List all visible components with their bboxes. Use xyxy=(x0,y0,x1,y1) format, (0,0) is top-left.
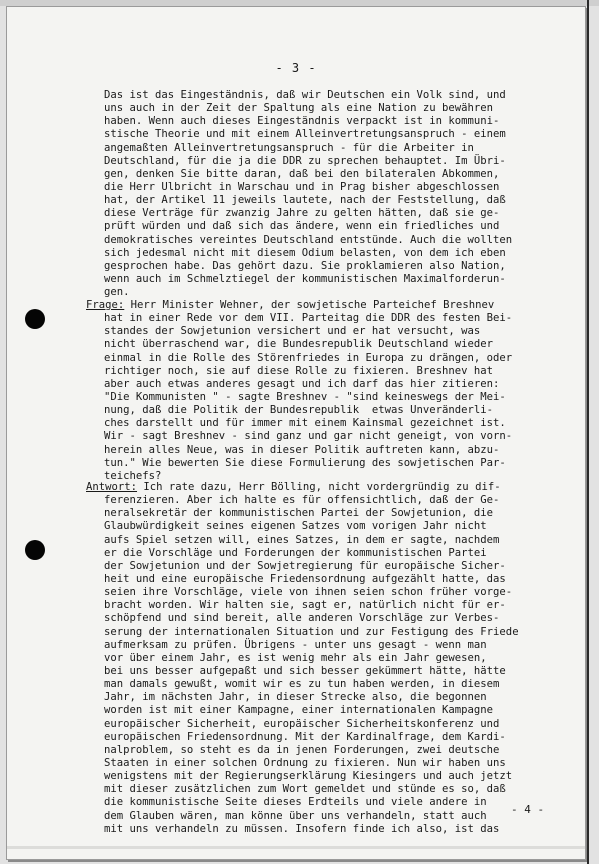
text-line: richtiger noch, sie auf diese Rolle zu fixieren. Breshnev hat xyxy=(104,364,494,377)
text-line: bracht worden. Wir halten sie, sagt er, natürlich nicht für er- xyxy=(104,599,506,612)
text-line: standes der Sowjetunion versichert und er hat versucht, was xyxy=(104,325,481,338)
punch-hole-lower xyxy=(25,540,45,560)
text-line: die kommunistische Seite dieses Erdteils und viele andere in xyxy=(104,796,487,809)
text-line: diese Verträge für zwanzig Jahre zu gelten hätten, daß sie ge- xyxy=(104,207,500,220)
text-line: vor über einem Jahr, es ist wenig mehr als ein Jahr gewesen, xyxy=(104,651,487,664)
question-paragraph xyxy=(86,299,512,483)
answer-continuation xyxy=(86,494,519,836)
text-line: Deutschland, für die ja die DDR zu sprechen behauptet. Im Übri- xyxy=(104,154,506,167)
text-line: hat in einer Rede vor dem VII. Parteitag die DDR des festen Bei- xyxy=(104,312,513,325)
text-line: er die Vorschläge und Forderungen der kommunistischen Partei xyxy=(104,546,487,559)
text-line: ferenzieren. Aber ich halte es für offensichtlich, daß der Ge- xyxy=(104,494,500,507)
text-line: ches darstellt und für immer mit einem Kainsmal gezeichnet ist. xyxy=(104,417,506,430)
question-first-line xyxy=(86,299,512,312)
right-margin-line xyxy=(587,0,589,864)
text-line: man damals gewußt, womit wir es zu tun haben werden, in diesem xyxy=(104,678,500,691)
question-continuation xyxy=(86,312,512,483)
answer-paragraph xyxy=(86,481,519,836)
text-line: seien ihre Vorschläge, viele von ihnen seien schon früher vorge- xyxy=(104,586,513,599)
text-line: demokratisches vereintes Deutschland entstünde. Auch die wollten xyxy=(104,233,513,246)
text-line: uns auch in der Zeit der Spaltung als eine Nation zu bewähren xyxy=(104,102,494,115)
paragraph-intro xyxy=(104,89,512,299)
catchword-next-page: - 4 - xyxy=(511,803,545,816)
text-line: herein alles Neue, was in dieser Politik auftreten kann, abzu- xyxy=(104,443,500,456)
text-line: nicht überraschend war, die Bundesrepublik Deutschland wieder xyxy=(104,338,494,351)
text-line: "Die Kommunisten " - sagte Breshnev - "sind keineswegs der Mei- xyxy=(104,390,506,403)
typewritten-page xyxy=(6,6,586,860)
text-line: Glaubwürdigkeit seines eigenen Satzes vom vorigen Jahr nicht xyxy=(104,520,487,533)
text-line: mit dieser zusätzlichen zum Wort gemeldet und stünde es so, daß xyxy=(104,783,506,796)
text-line: europäischen Friedensordnung. Mit der Kardinalfrage, dem Kardi- xyxy=(104,730,506,743)
answer-first-line xyxy=(86,481,519,494)
text-line: worden ist mit einer Kampagne, einer internationalen Kampagne xyxy=(104,704,494,717)
text-line: dem Glauben wären, man könne über uns verhandeln, statt auch xyxy=(104,809,487,822)
text-line: aufmerksam zu prüfen. Übrigens - unter uns gesagt - wenn man xyxy=(104,638,487,651)
text-line: neralsekretär der kommunistischen Partei der Sowjetunion, die xyxy=(104,507,494,520)
text-line: gesprochen habe. Das gehört dazu. Sie proklamieren also Nation, xyxy=(104,259,506,272)
text-line: serung der internationalen Situation und zur Festigung des Friede xyxy=(104,625,519,638)
question-first-text: Herr Minister Wehner, der sowjetische Parteichef Breshnev xyxy=(124,299,495,311)
page-number: - 3 - xyxy=(275,61,317,75)
text-line: aufs Spiel setzen will, eines Satzes, in dem er sagte, nachdem xyxy=(104,533,500,546)
text-line: wenn auch im Schmelztiegel der kommunistischen Maximalforderun- xyxy=(104,272,506,285)
text-line: gen. xyxy=(104,286,130,299)
answer-first-text: Ich rate dazu, Herr Bölling, nicht vordergründig zu dif- xyxy=(137,481,501,493)
punch-hole-upper xyxy=(25,309,45,329)
text-line: stische Theorie und mit einem Alleinvertretungsanspruch - einem xyxy=(104,128,506,141)
text-line: Das ist das Eingeständnis, daß wir Deutschen ein Volk sind, und xyxy=(104,89,506,101)
text-line: heit und eine europäische Friedensordnung aufgezählt hatte, das xyxy=(104,572,506,585)
text-line: haben. Wenn auch dieses Eingeständnis verpackt ist in kommuni- xyxy=(104,115,500,128)
text-line: sich jedesmal nicht mit diesem Odium belasten, von dem ich eben xyxy=(104,246,506,259)
text-line: Wir - sagt Breshnev - sind ganz und gar nicht geneigt, von vorn- xyxy=(104,430,513,443)
text-line: einmal in die Rolle des Störenfriedes in Europa zu drängen, oder xyxy=(104,351,513,364)
question-label: Frage: xyxy=(86,299,125,311)
text-line: tun." Wie bewerten Sie diese Formulierung des sowjetischen Par- xyxy=(104,456,506,469)
text-line: wenigstens mit der Regierungserklärung Kiesingers und auch jetzt xyxy=(104,770,513,783)
text-line: schöpfend und sind bereit, alle anderen Vorschläge zur Verbes- xyxy=(104,612,500,625)
text-line: die Herr Ulbricht in Warschau und in Prag bisher abgeschlossen xyxy=(104,180,500,193)
text-line: nalproblem, so steht es da in jenen Forderungen, zwei deutsche xyxy=(104,743,500,756)
text-line: teichefs? xyxy=(104,469,162,482)
text-line: Staaten in einer solchen Ordnung zu fixieren. Nun wir haben uns xyxy=(104,756,506,769)
text-line: Jahr, im nächsten Jahr, in dieser Strecke also, die begonnen xyxy=(104,691,487,704)
answer-label: Antwort: xyxy=(86,481,138,493)
text-line: nung, daß die Politik der Bundesrepublik etwas Unveränderli- xyxy=(104,404,494,417)
text-line: der Sowjetunion und der Sowjetregierung für europäische Sicher- xyxy=(104,559,506,572)
text-line: prüft würden und daß sich das ändere, wenn ein friedliches und xyxy=(104,220,500,233)
scan-bottom-rule xyxy=(7,846,585,849)
text-line: europäischer Sicherheit, europäischer Sicherheitskonferenz und xyxy=(104,717,500,730)
text-line: bei uns besser aufgepaßt und sich besser gekümmert hätte, hätte xyxy=(104,664,506,677)
text-line: gen, denken Sie bitte daran, daß bei den bilateralen Abkommen, xyxy=(104,167,500,180)
text-line: mit uns verhandeln zu müssen. Insofern finde ich also, ist das xyxy=(104,822,500,835)
text-line: aber auch etwas anderes gesagt und ich darf das hier zitieren: xyxy=(104,377,500,390)
text-line: angemaßten Alleinvertretungsanspruch - für die Arbeiter in xyxy=(104,141,474,154)
text-line: hat, der Artikel 11 jeweils lautete, nach der Feststellung, daß xyxy=(104,194,506,207)
